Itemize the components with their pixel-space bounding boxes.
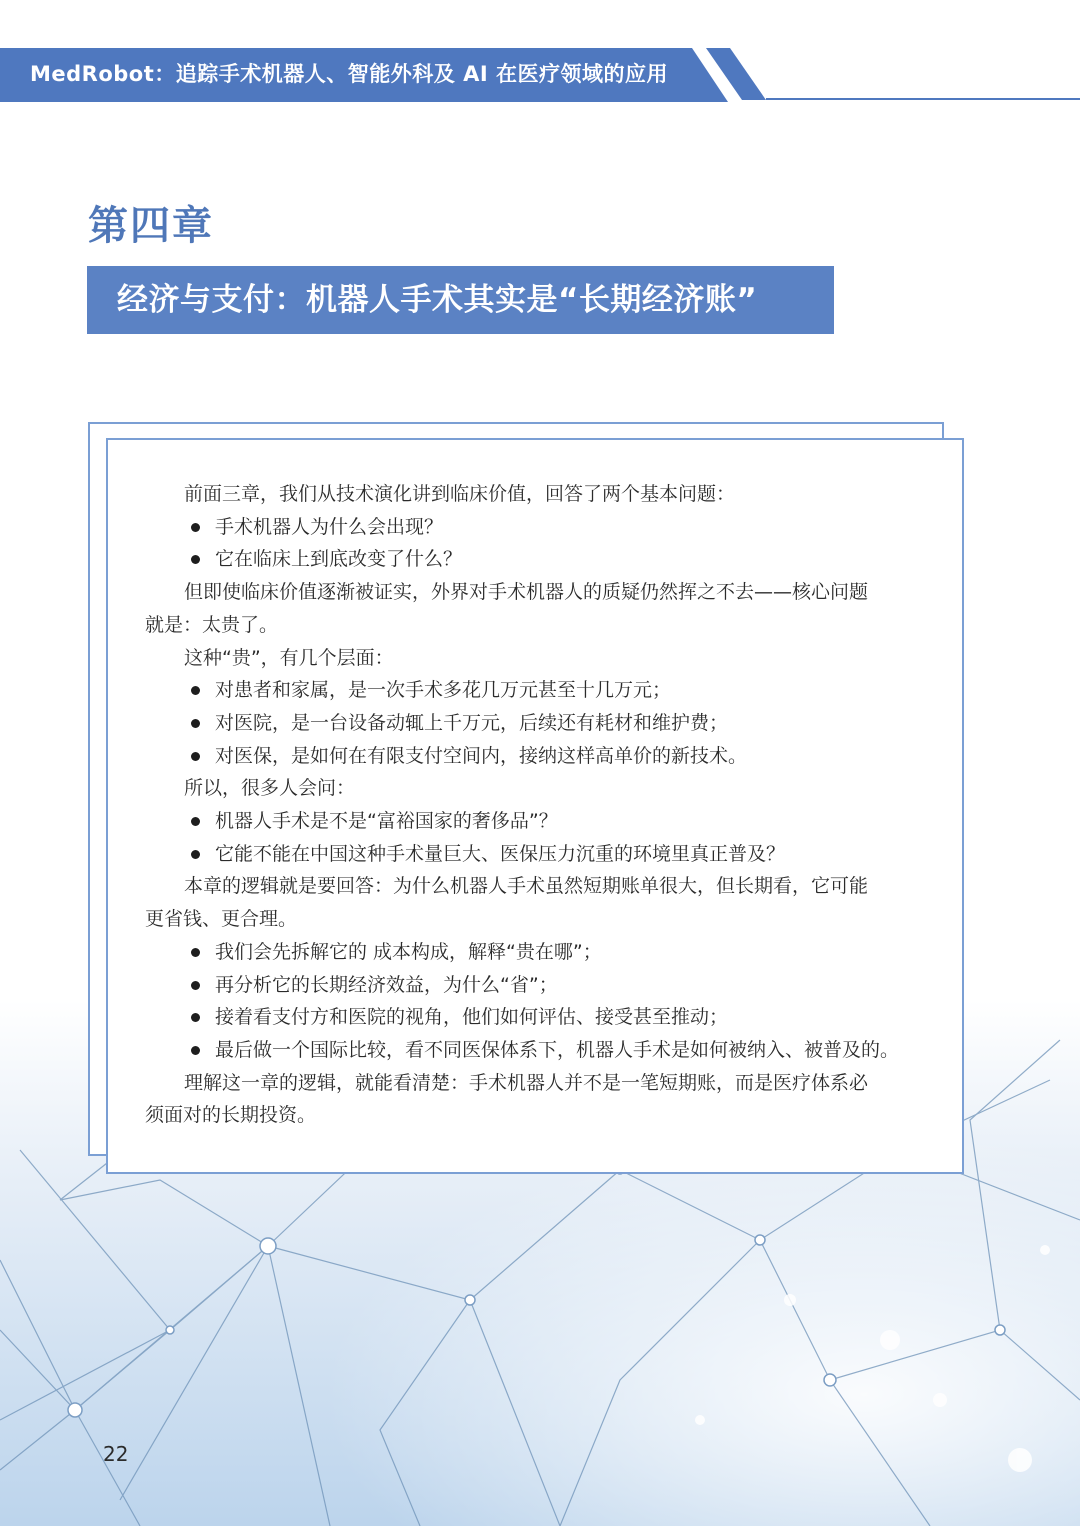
paragraph: 这种“贵”，有几个层面：: [184, 646, 394, 669]
chapter-title-banner: [87, 266, 834, 334]
bullet-icon: [191, 850, 200, 859]
list-item: 机器人手术是不是“富裕国家的奢侈品”？: [145, 805, 930, 838]
bullet-icon: [191, 817, 200, 826]
bullet-icon: [191, 981, 200, 990]
bullet-icon: [191, 752, 200, 761]
bullet-icon: [191, 719, 200, 728]
list-item: 它在临床上到底改变了什么？: [145, 543, 930, 576]
page-number: 22: [103, 1442, 129, 1466]
paragraph-line: 就是：太贵了。: [145, 613, 279, 636]
list-item: 对医保，是如何在有限支付空间内，接纳这样高单价的新技术。: [145, 740, 930, 773]
bullet-icon: [191, 948, 200, 957]
list-item: 再分析它的长期经济效益，为什么“省”；: [145, 969, 930, 1002]
paragraph: 所以，很多人会问：: [184, 777, 356, 800]
list-item: 它能不能在中国这种手术量巨大、医保压力沉重的环境里真正普及？: [145, 838, 930, 871]
list-item: 对患者和家属，是一次手术多花几万元甚至十几万元；: [145, 674, 930, 707]
paragraph-line: 理解这一章的逻辑，就能看清楚：手术机器人并不是一笔短期账，而是医疗体系必: [184, 1071, 869, 1094]
chapter-intro-text: [145, 478, 930, 1132]
header-title: MedRobot：追踪手术机器人、智能外科及 AI 在医疗领域的应用: [30, 62, 668, 86]
paragraph-line: 更省钱、更合理。: [145, 908, 298, 931]
list-item: 我们会先拆解它的 成本构成，解释“贵在哪”；: [145, 936, 930, 969]
bullet-icon: [191, 523, 200, 532]
paragraph-line: 须面对的长期投资。: [145, 1104, 317, 1127]
list-item: 手术机器人为什么会出现？: [145, 511, 930, 544]
running-header: [0, 44, 1080, 104]
list-item: 接着看支付方和医院的视角，他们如何评估、接受甚至推动；: [145, 1001, 930, 1034]
paragraph-line: 本章的逻辑就是要回答：为什么机器人手术虽然短期账单很大，但长期看，它可能: [184, 875, 869, 898]
paragraph-line: 但即使临床价值逐渐被证实，外界对手术机器人的质疑仍然挥之不去——核心问题: [184, 581, 869, 604]
chapter-title: 经济与支付：机器人手术其实是“长期经济账”: [117, 282, 758, 318]
list-item: 最后做一个国际比较，看不同医保体系下，机器人手术是如何被纳入、被普及的。: [145, 1034, 930, 1067]
list-item: 对医院，是一台设备动辄上千万元，后续还有耗材和维护费；: [145, 707, 930, 740]
paragraph: 前面三章，我们从技术演化讲到临床价值，回答了两个基本问题：: [184, 483, 736, 505]
bullet-icon: [191, 1046, 200, 1055]
chapter-number: 第四章: [88, 203, 214, 249]
